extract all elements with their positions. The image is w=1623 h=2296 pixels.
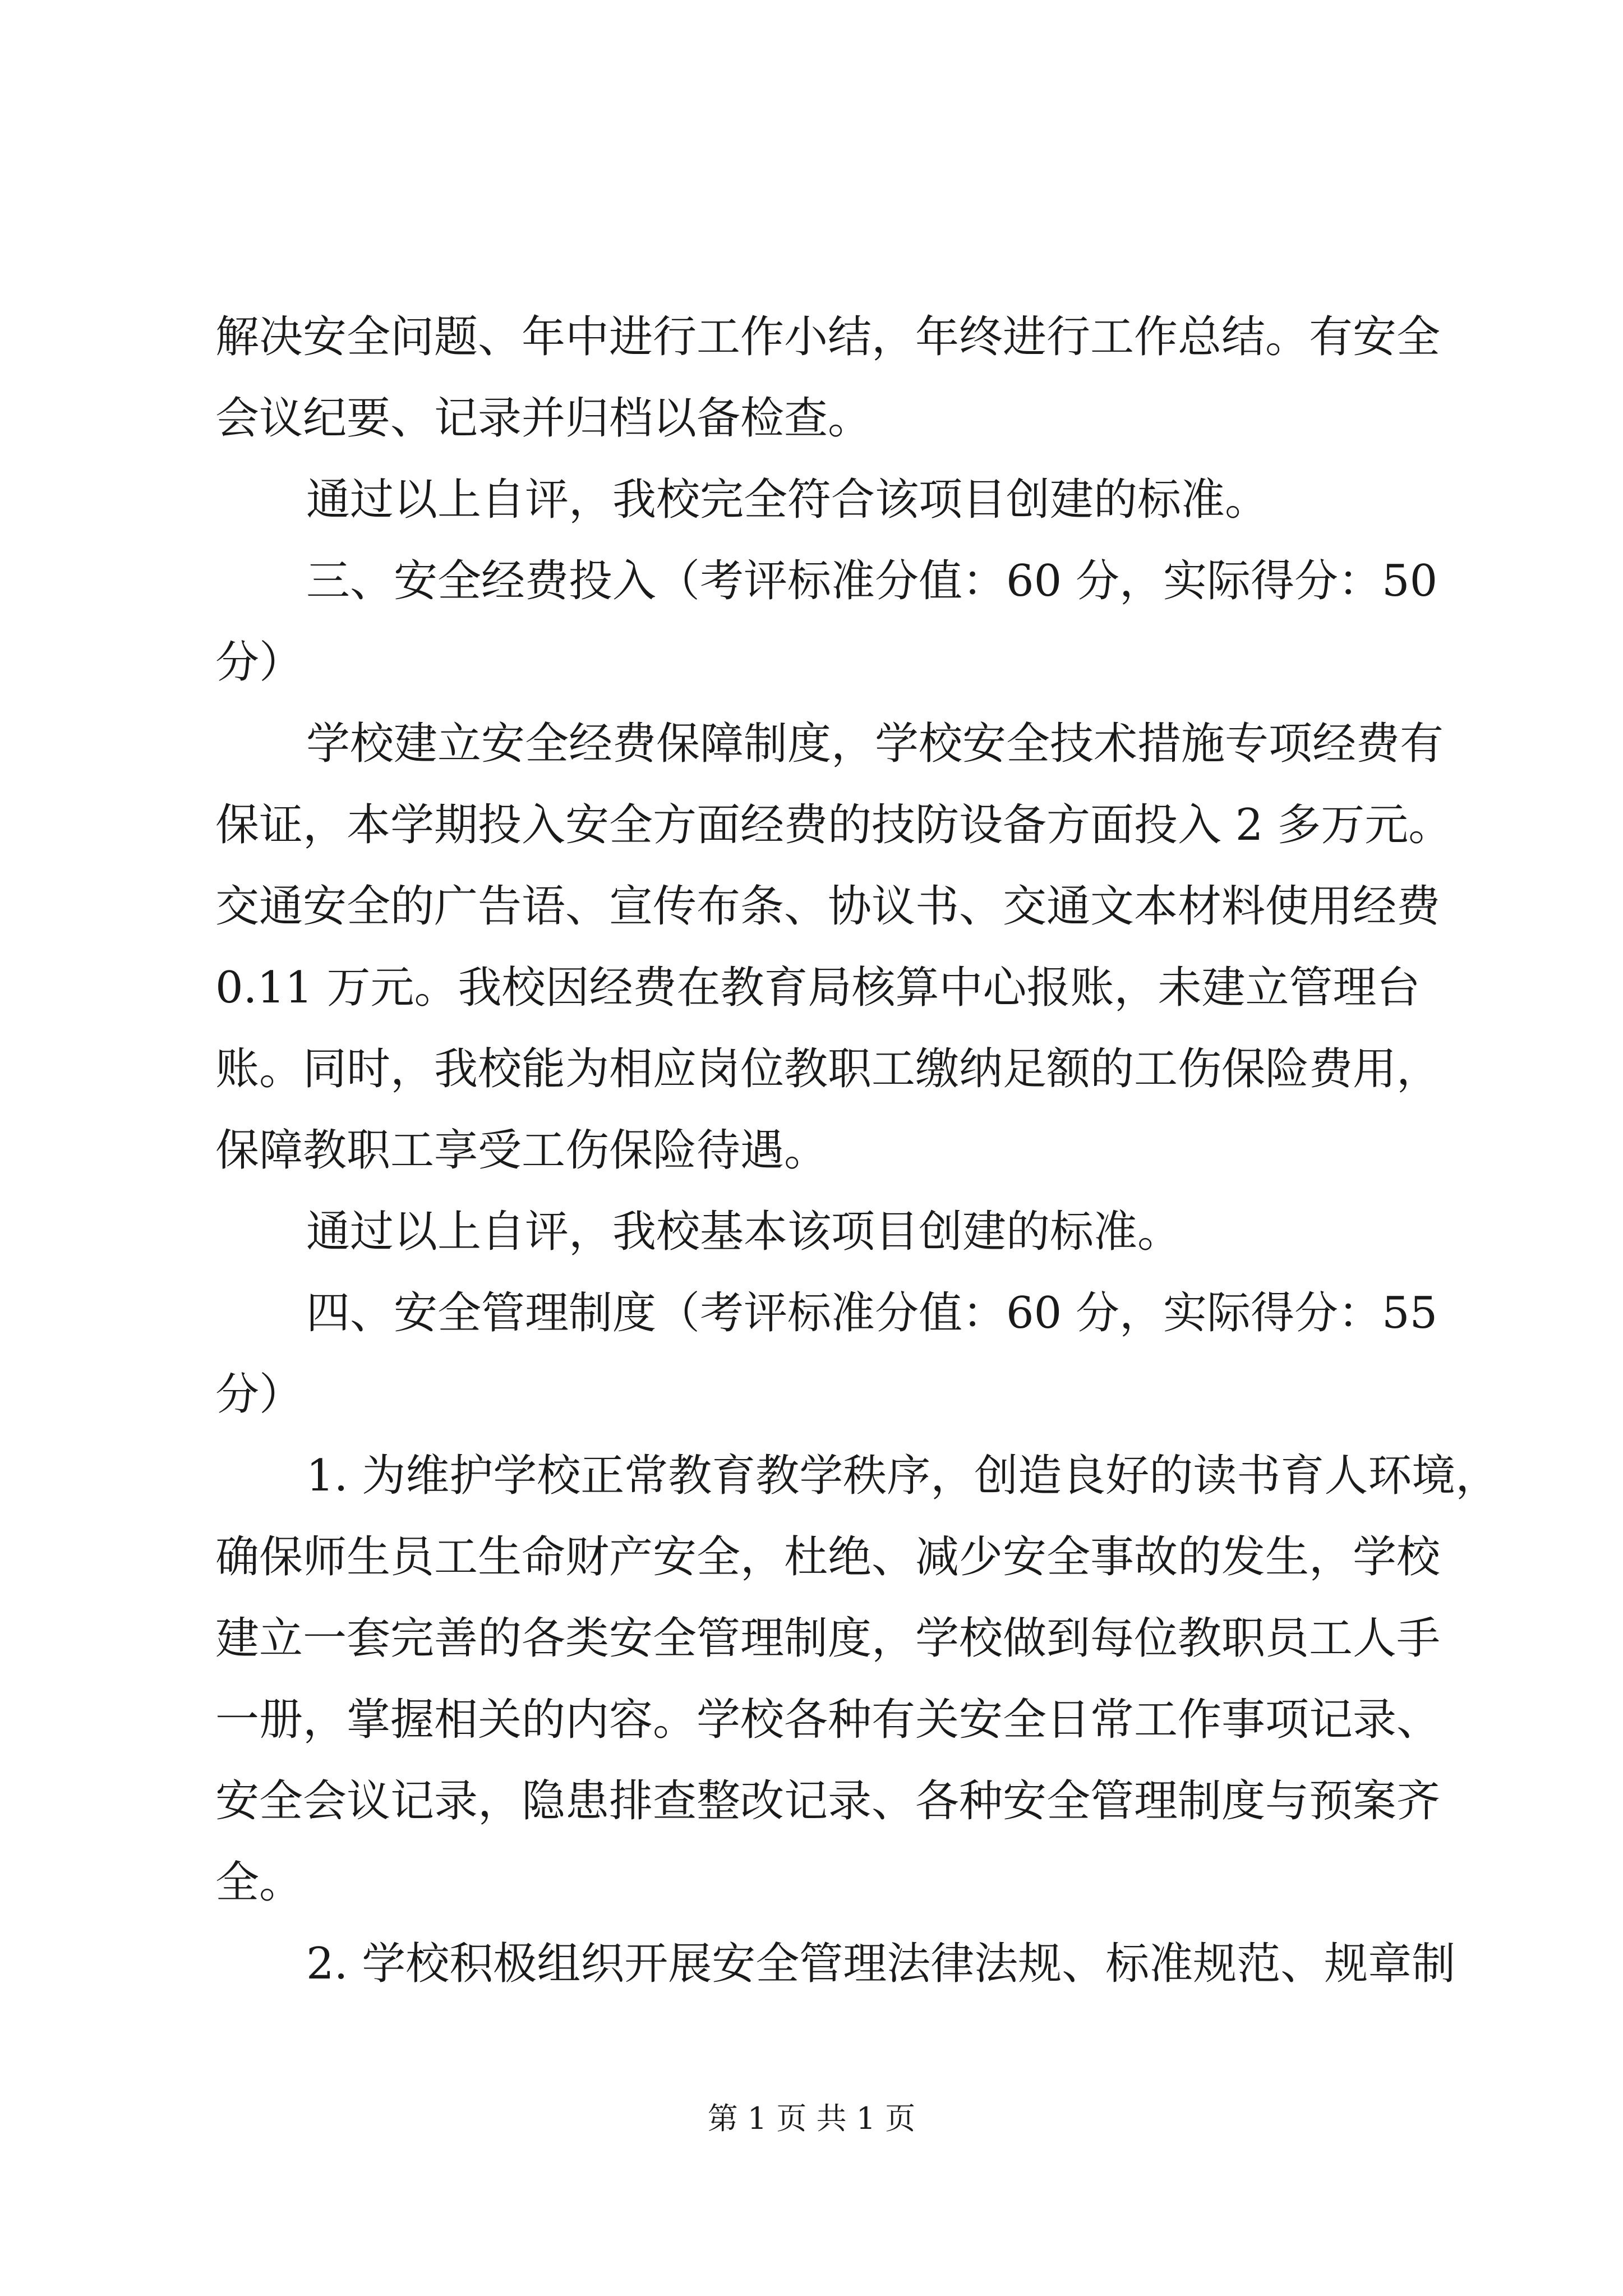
body-text-line: 保障教职工享受工伤保险待遇。 bbox=[215, 1125, 828, 1176]
body-text-line: 通过以上自评，我校基本该项目创建的标准。 bbox=[306, 1207, 1182, 1257]
body-text-line: 会议纪要、记录并归档以备检查。 bbox=[215, 393, 872, 444]
body-text-line: 建立一套完善的各类安全管理制度，学校做到每位教职员工人手 bbox=[215, 1613, 1441, 1664]
body-text-line: 1. 为维护学校正常教育教学秩序，创造良好的读书育人环境， bbox=[306, 1451, 1500, 1501]
body-text-line: 确保师生员工生命财产安全，杜绝、减少安全事故的发生，学校 bbox=[215, 1532, 1441, 1582]
section-heading-safety-management: 四、安全管理制度（考评标准分值：60 分，实际得分：55 bbox=[306, 1288, 1438, 1338]
section-heading-safety-management-cont: 分） bbox=[215, 1369, 303, 1420]
body-text-line: 通过以上自评，我校完全符合该项目创建的标准。 bbox=[306, 475, 1269, 525]
body-text-line: 学校建立安全经费保障制度，学校安全技术措施专项经费有 bbox=[306, 719, 1444, 769]
section-heading-safety-funding: 三、安全经费投入（考评标准分值：60 分，实际得分：50 bbox=[306, 556, 1438, 606]
body-text-line: 全。 bbox=[215, 1857, 303, 1908]
body-text-line: 保证，本学期投入安全方面经费的技防设备方面投入 2 多万元。 bbox=[215, 800, 1453, 850]
body-text-line: 2. 学校积极组织开展安全管理法律法规、标准规范、规章制 bbox=[306, 1939, 1456, 1989]
body-text-line: 解决安全问题、年中进行工作小结，年终进行工作总结。有安全 bbox=[215, 312, 1441, 362]
body-text-line: 一册，掌握相关的内容。学校各种有关安全日常工作事项记录、 bbox=[215, 1695, 1441, 1745]
body-text-line: 安全会议记录，隐患排查整改记录、各种安全管理制度与预案齐 bbox=[215, 1776, 1441, 1826]
body-text-line: 交通安全的广告语、宣传布条、协议书、交通文本材料使用经费 bbox=[215, 881, 1441, 932]
body-text-line: 0.11 万元。我校因经费在教育局核算中心报账，未建立管理台 bbox=[215, 963, 1421, 1013]
page-number-footer: 第 1 页 共 1 页 bbox=[707, 2101, 916, 2136]
section-heading-safety-funding-cont: 分） bbox=[215, 637, 303, 688]
body-text-line: 账。同时，我校能为相应岗位教职工缴纳足额的工伤保险费用， bbox=[215, 1044, 1441, 1094]
